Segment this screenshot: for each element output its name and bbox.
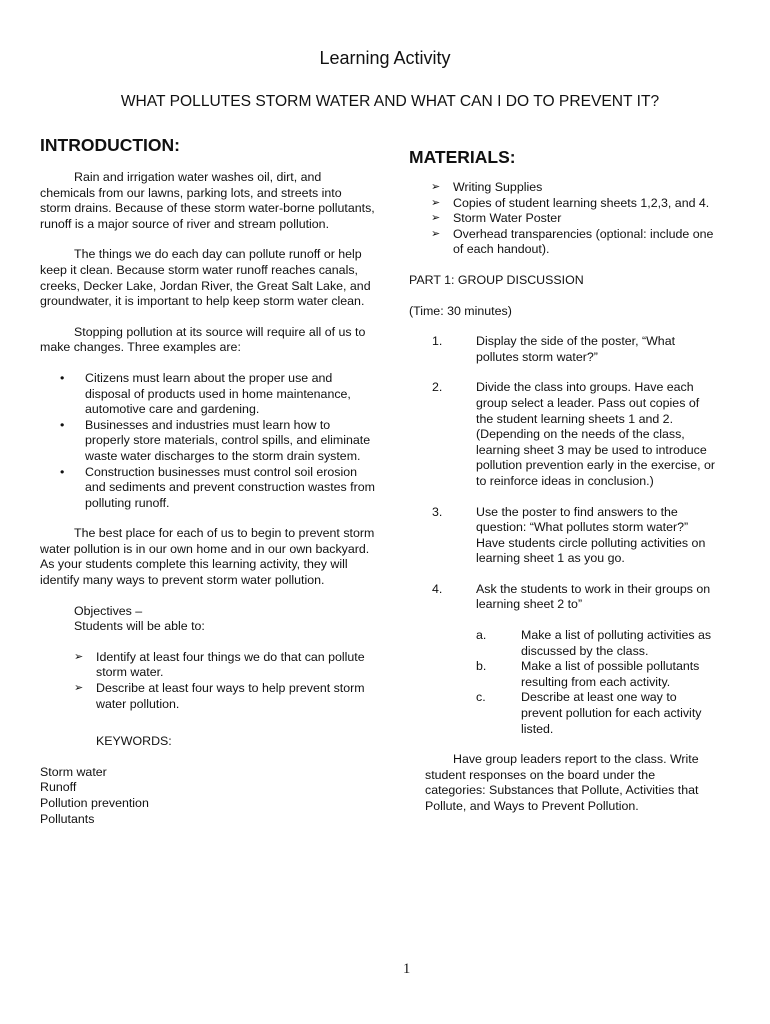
list-item: ➢ Describe at least four ways to help prevent storm water pollution. xyxy=(74,681,365,711)
arrow-bullet-icon: ➢ xyxy=(431,181,441,193)
list-item: 4. Ask the students to work in their groups on learning sheet 2 to” xyxy=(432,581,711,612)
list-item: 2. Divide the class into groups. Have each group select a leader. Pass out copies of the student learning sheets 1 and 2. (Depending on the needs of the class, learning sheet 3 may be used to introduce pollution prevention early in the exercise, or to reinforce ideas in conclusion.) xyxy=(432,380,715,488)
list-item: ➢ Copies of student learning sheets 1,2,3, and 4. xyxy=(431,195,710,210)
part1-heading: PART 1: GROUP DISCUSSION xyxy=(409,272,584,287)
keywords-list xyxy=(40,765,376,827)
materials-list xyxy=(409,180,719,258)
intro-paragraph-1: Rain and irrigation water washes oil, dirt, and chemicals from our lawns, parking lots, and streets into storm drains. Because of these storm water-borne pollutants, runoff is a major source of river and stream pollution. xyxy=(40,170,375,231)
list-item: 1. Display the side of the poster, “What pollutes storm water?” xyxy=(432,334,676,364)
list-item: b. Make a list of possible pollutants resulting from each activity. xyxy=(476,659,700,689)
list-item: ➢ Storm Water Poster xyxy=(431,211,562,226)
list-item: • Businesses and industries must learn how to properly store materials, control spills, and eliminate waste water discharges to the storm drain system. xyxy=(60,417,371,463)
objectives-block xyxy=(40,604,376,750)
intro-paragraph-3: Stopping pollution at its source will require all of us to make changes. Three examples are: xyxy=(40,324,366,355)
bullet-dot-icon: • xyxy=(60,464,65,479)
list-item: • Construction businesses must control soil erosion and sediments and prevent construction wastes from polluting runoff. xyxy=(60,464,375,510)
list-item: a. Make a list of polluting activities as discussed by the class. xyxy=(476,628,712,658)
list-item: c. Describe at least one way to prevent pollution for each activity listed. xyxy=(476,690,702,736)
keyword-item: Pollutants xyxy=(40,811,95,826)
keyword-item: Pollution prevention xyxy=(40,796,149,810)
substeps-list xyxy=(409,628,719,737)
keyword-item: Runoff xyxy=(40,780,77,795)
right-column xyxy=(409,146,719,815)
objectives-intro: Students will be able to: xyxy=(74,619,205,634)
page-title: Learning Activity xyxy=(319,48,451,68)
bullet-dot-icon: • xyxy=(60,417,65,432)
page-number: 1 xyxy=(403,961,411,977)
intro-paragraph-4: The best place for each of us to begin to prevent storm water pollution is in our own home and in our own backyard. As your students complete this learning activity, they will identify many ways to prevent storm water pollution. xyxy=(40,526,375,588)
intro-paragraph-2: The things we do each day can pollute runoff or help keep it clean. Because storm water runoff reaches canals, creeks, Decker Lake, Jordan River, the Great Salt Lake, and groundwater, it is important to help keep storm water clean. xyxy=(40,247,371,309)
part1-time: (Time: 30 minutes) xyxy=(409,303,512,318)
introduction-heading: INTRODUCTION: xyxy=(40,135,180,155)
keywords-label: KEYWORDS: xyxy=(96,734,172,749)
keyword-item: Storm water xyxy=(40,764,107,779)
examples-list xyxy=(40,371,376,511)
arrow-bullet-icon: ➢ xyxy=(74,682,84,695)
list-item: ➢ Writing Supplies xyxy=(431,180,543,194)
arrow-bullet-icon: ➢ xyxy=(74,650,84,663)
materials-heading: MATERIALS: xyxy=(409,147,516,167)
list-item: • Citizens must learn about the proper use and disposal of products used in home maintenance, automotive care and gardening. xyxy=(60,370,351,417)
list-item: ➢ Identify at least four things we do that can pollute storm water. xyxy=(74,649,365,680)
list-item: ➢ Overhead transparencies (optional: include one of each handout). xyxy=(431,226,714,257)
objectives-list xyxy=(74,650,376,712)
page-subtitle: WHAT POLLUTES STORM WATER AND WHAT CAN I DO TO PREVENT IT? xyxy=(120,93,660,110)
closing-paragraph: Have group leaders report to the class. Write student responses on the board under the categories: Substances that Pollute, Activities that Pollute, and Ways to Prevent Pollution. xyxy=(425,752,699,813)
steps-list xyxy=(409,334,719,613)
arrow-bullet-icon: ➢ xyxy=(431,196,441,209)
arrow-bullet-icon: ➢ xyxy=(431,227,441,240)
bullet-dot-icon: • xyxy=(60,370,65,385)
arrow-bullet-icon: ➢ xyxy=(431,212,441,225)
left-column xyxy=(40,134,376,827)
list-item: 3. Use the poster to find answers to the question: “What pollutes storm water?” Have students circle polluting activities on learning sheet 1 as you go. xyxy=(432,504,706,566)
objectives-label: Objectives – xyxy=(74,603,143,618)
